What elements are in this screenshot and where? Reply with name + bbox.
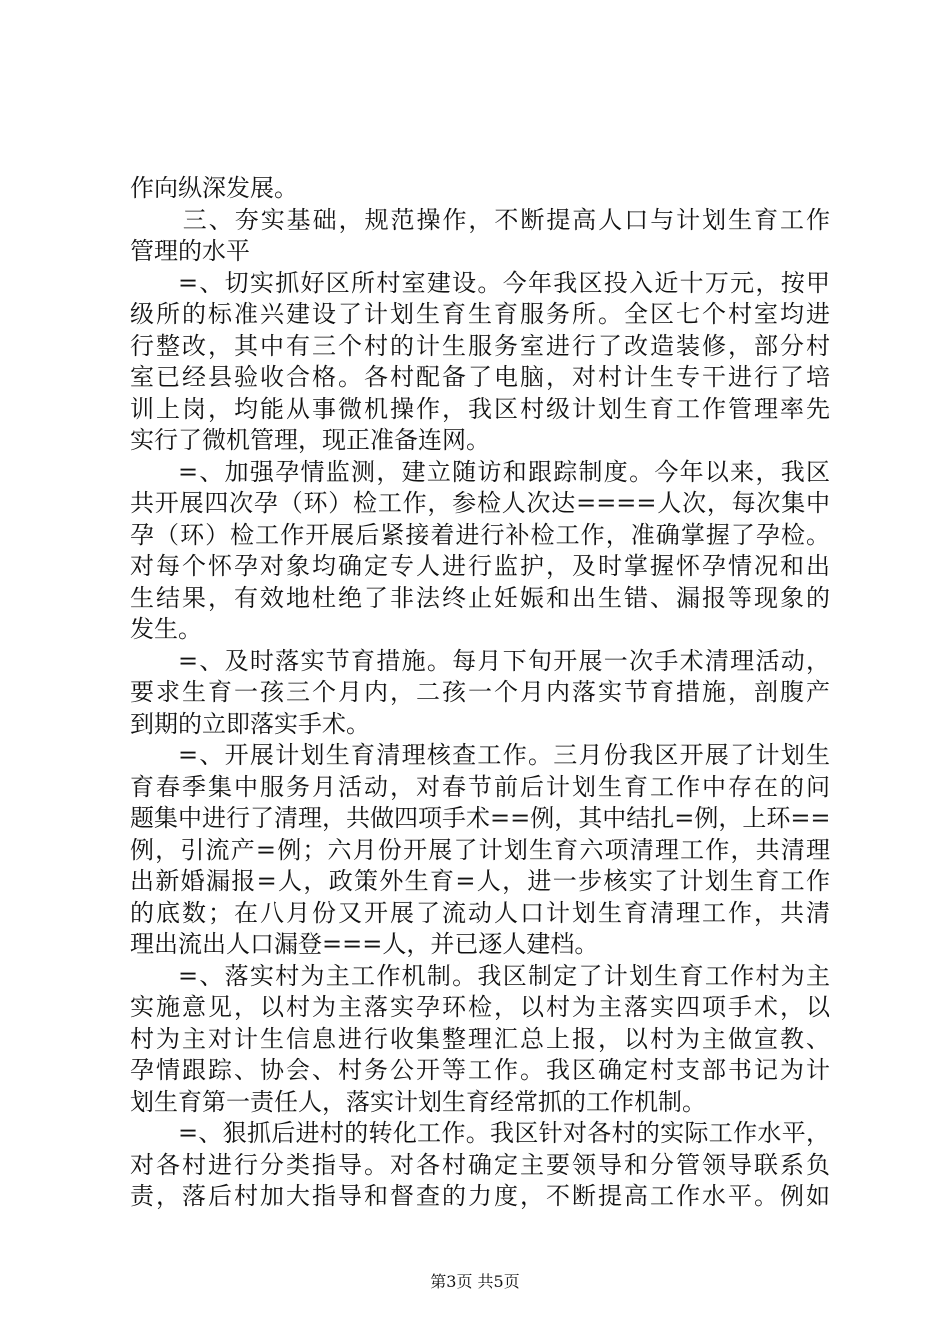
text-line: 到期的立即落实手术。 [130,709,370,738]
page-footer: 第3页 共5页 [430,1272,520,1291]
document-body [130,173,830,1213]
text-line: 村为主对计生信息进行收集整理汇总上报，以村为主做宣教、 [130,1024,830,1053]
text-line: =、狠抓后进村的转化工作。我区针对各村的实际工作水平， [178,1119,830,1147]
text-line: =、及时落实节育措施。每月下旬开展一次手术清理活动， [178,646,830,675]
text-line: 实行了微机管理，现正准备连网。 [130,426,490,454]
text-line: 对各村进行分类指导。对各村确定主要领导和分管领导联系负 [130,1150,830,1179]
text-line: =、切实抓好区所村室建设。今年我区投入近十万元，按甲 [178,268,830,297]
text-line: 管理的水平 [130,237,250,265]
text-line: 发生。 [130,615,202,643]
text-line: 生结果，有效地杜绝了非法终止妊娠和出生错、漏报等现象的 [130,583,830,612]
text-line: =、加强孕情监测，建立随访和跟踪制度。今年以来，我区 [178,457,830,486]
text-line: 共开展四次孕（环）检工作，参检人次达====人次，每次集中 [130,489,830,517]
text-line: 实施意见，以村为主落实孕环检，以村为主落实四项手术，以 [130,993,830,1021]
text-line: 级所的标准兴建设了计划生育生育服务所。全区七个村室均进 [130,300,830,328]
text-line: 孕情跟踪、协会、村务公开等工作。我区确定村支部书记为计 [130,1056,830,1084]
text-line: =、开展计划生育清理核查工作。三月份我区开展了计划生 [178,741,830,769]
text-line: 行整改，其中有三个村的计生服务室进行了改造装修，部分村 [130,331,830,360]
text-line: 题集中进行了清理，共做四项手术==例，其中结扎=例，上环== [130,804,831,832]
text-line: 对每个怀孕对象均确定专人进行监护，及时掌握怀孕情况和出 [130,552,830,580]
text-line: 室已经县验收合格。各村配备了电脑，对村计生专干进行了培 [130,363,830,391]
text-line: 作向纵深发展。 [130,174,298,202]
text-line: 理出流出人口漏登===人，并已逐人建档。 [130,930,599,958]
text-line: 责，落后村加大指导和督查的力度，不断提高工作水平。例如 [130,1182,830,1210]
text-line: 出新婚漏报=人，政策外生育=人，进一步核实了计划生育工作 [130,867,830,895]
text-line: 育春季集中服务月活动，对春节前后计划生育工作中存在的问 [130,772,830,801]
text-line: 三、夯实基础，规范操作，不断提高人口与计划生育工作 [182,205,830,234]
text-line: 例，引流产=例；六月份开展了计划生育六项清理工作，共清理 [130,835,830,864]
text-line: 要求生育一孩三个月内，二孩一个月内落实节育措施，剖腹产 [130,678,830,706]
text-line: 划生育第一责任人，落实计划生育经常抓的工作机制。 [130,1087,706,1116]
text-line: =、落实村为主工作机制。我区制定了计划生育工作村为主 [178,961,830,990]
text-line: 孕（环）检工作开展后紧接着进行补检工作，准确掌握了孕检。 [130,520,830,549]
text-line: 训上岗，均能从事微机操作，我区村级计划生育工作管理率先 [130,394,830,423]
text-line: 的底数；在八月份又开展了流动人口计划生育清理工作，共清 [130,898,830,927]
